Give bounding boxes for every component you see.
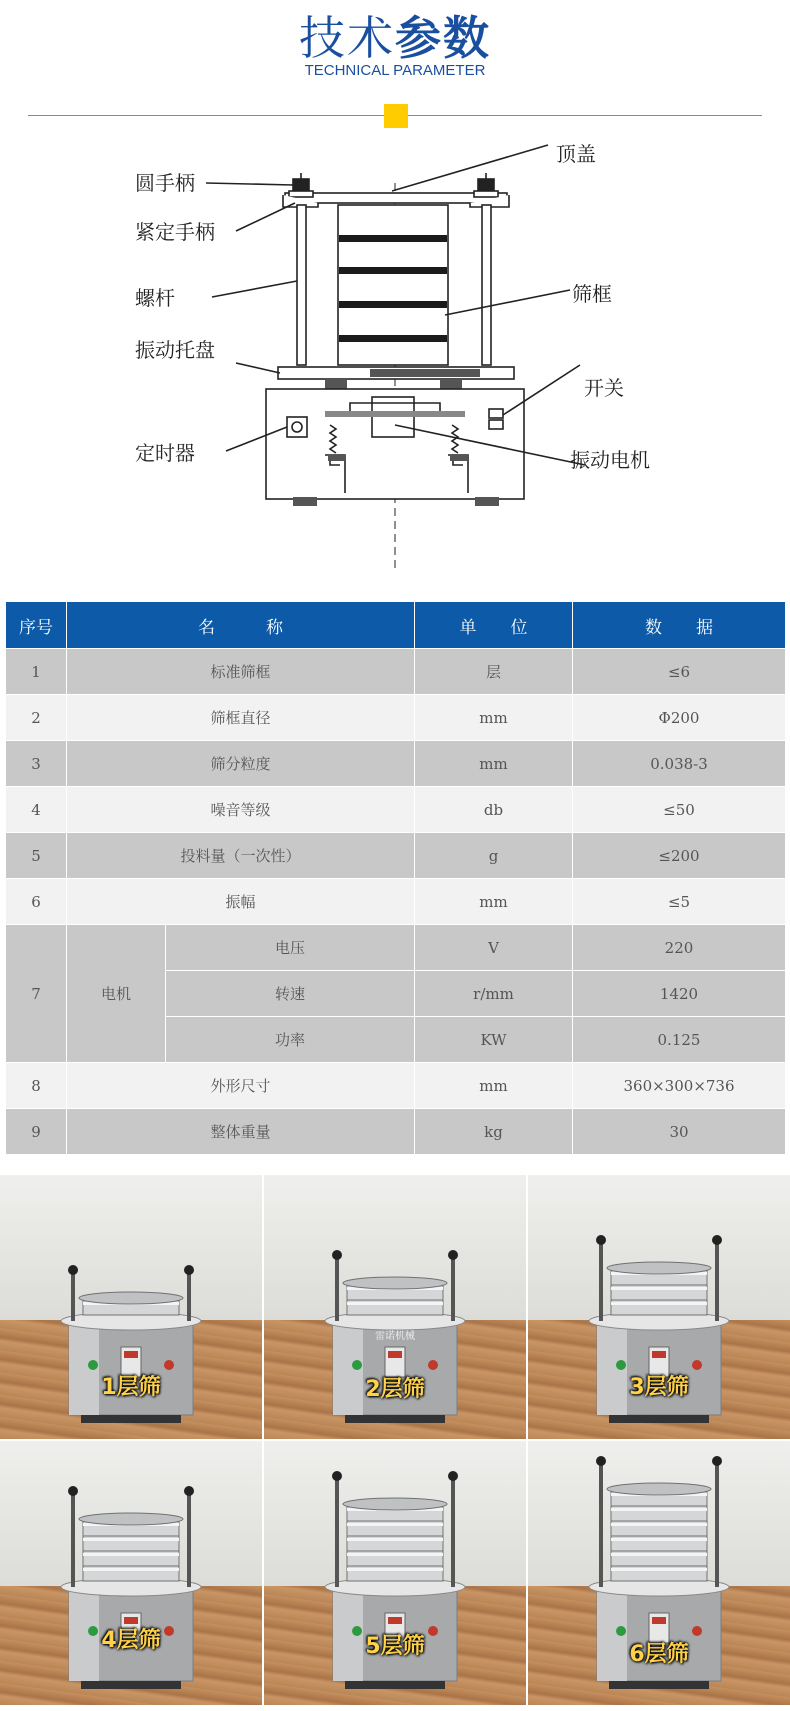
green-indicator	[88, 1360, 98, 1370]
knob-left	[332, 1250, 342, 1260]
photo-label: 3层筛	[629, 1375, 689, 1400]
sieve-bar-1	[339, 235, 447, 242]
table-row	[6, 649, 786, 695]
header-index: 序号	[6, 602, 67, 649]
cell-index: 9	[6, 1109, 67, 1155]
cell-value: ≤6	[573, 649, 786, 695]
green-indicator	[616, 1360, 626, 1370]
table-row	[6, 741, 786, 787]
switch	[489, 409, 503, 418]
cell-value: 30	[573, 1109, 786, 1155]
screw-rod-left	[297, 205, 306, 365]
green-indicator	[616, 1626, 626, 1636]
cell-unit: mm	[415, 879, 573, 925]
cell-index: 6	[6, 879, 67, 925]
photo-2-layer	[264, 1175, 526, 1439]
cell-name: 投料量（一次性）	[67, 833, 415, 879]
cell-unit: mm	[415, 741, 573, 787]
title-light: 技术	[299, 11, 395, 65]
photo-label: 5层筛	[365, 1634, 425, 1659]
knob-right	[448, 1250, 458, 1260]
foot-right	[475, 497, 499, 506]
cell-index: 7	[6, 925, 67, 1063]
header-value: 数 据	[573, 602, 786, 649]
photo-4-layer	[0, 1441, 262, 1705]
top-cover	[607, 1262, 711, 1274]
cell-name: 转速	[166, 971, 415, 1017]
title-bold: 参数	[395, 11, 491, 65]
cell-index: 3	[6, 741, 67, 787]
cell-name: 标准筛框	[67, 649, 415, 695]
rod-right	[451, 1257, 455, 1321]
cell-value: 0.125	[573, 1017, 786, 1063]
rod-right	[187, 1272, 191, 1321]
cell-unit: r/mm	[415, 971, 573, 1017]
knob-right	[712, 1235, 722, 1245]
divider-marker	[384, 104, 408, 128]
label-vibration-tray: 振动托盘	[135, 338, 215, 362]
screw-rod-right	[482, 205, 491, 365]
rod-left	[335, 1478, 339, 1587]
cell-unit: mm	[415, 695, 573, 741]
cell-index: 5	[6, 833, 67, 879]
table-row-motor-voltage	[6, 925, 786, 971]
rod-left	[71, 1493, 75, 1587]
title-english: TECHNICAL PARAMETER	[304, 62, 486, 79]
rod-left	[71, 1272, 75, 1321]
cell-unit: g	[415, 833, 573, 879]
cell-unit: V	[415, 925, 573, 971]
knob-right	[712, 1456, 722, 1466]
sieve-bar-2	[339, 267, 447, 274]
cell-value: 1420	[573, 971, 786, 1017]
sieve-bar-3	[339, 301, 447, 308]
rod-right	[187, 1493, 191, 1587]
cell-unit: db	[415, 787, 573, 833]
label-top-cover: 顶盖	[556, 142, 596, 166]
photo-6-layer	[528, 1441, 790, 1705]
cell-name: 功率	[166, 1017, 415, 1063]
cell-unit: KW	[415, 1017, 573, 1063]
knob-left	[68, 1486, 78, 1496]
table-row	[6, 1109, 786, 1155]
cell-value: 360×300×736	[573, 1063, 786, 1109]
label-timer: 定时器	[135, 441, 195, 465]
cell-name: 外形尺寸	[67, 1063, 415, 1109]
table-header-row	[6, 602, 786, 649]
rod-left	[335, 1257, 339, 1321]
photo-label: 1层筛	[101, 1375, 161, 1400]
photo-3-layer	[528, 1175, 790, 1439]
cell-name: 噪音等级	[67, 787, 415, 833]
round-handle-left	[293, 179, 309, 191]
parameter-table	[5, 601, 786, 1155]
table-row	[6, 695, 786, 741]
cell-index: 4	[6, 787, 67, 833]
label-screw-rod: 螺杆	[135, 286, 175, 310]
top-cover	[79, 1513, 183, 1525]
knob-right	[448, 1471, 458, 1481]
structure-diagram	[0, 135, 790, 575]
cell-value: 0.038-3	[573, 741, 786, 787]
red-indicator	[692, 1360, 702, 1370]
cell-value: 220	[573, 925, 786, 971]
red-indicator	[692, 1626, 702, 1636]
knob-left	[332, 1471, 342, 1481]
timer	[287, 417, 307, 437]
knob-right	[184, 1486, 194, 1496]
label-switch: 开关	[584, 376, 624, 400]
table-row	[6, 1063, 786, 1109]
watermark-text: 雷诺机械	[375, 1331, 415, 1342]
cell-motor-group: 电机	[67, 925, 166, 1063]
rod-left	[599, 1463, 603, 1587]
green-indicator	[352, 1360, 362, 1370]
cell-value: Φ200	[573, 695, 786, 741]
cell-name: 振幅	[67, 879, 415, 925]
photo-label: 4层筛	[101, 1628, 161, 1653]
label-sieve-frame: 筛框	[572, 282, 612, 306]
top-cover	[607, 1483, 711, 1495]
cell-name: 整体重量	[67, 1109, 415, 1155]
label-lock-handle: 紧定手柄	[135, 220, 215, 244]
sieve-machine-illustration	[264, 1441, 526, 1705]
cell-index: 8	[6, 1063, 67, 1109]
cell-name: 筛分粒度	[67, 741, 415, 787]
knob-left	[596, 1235, 606, 1245]
round-handle-right	[478, 179, 494, 191]
red-indicator	[164, 1360, 174, 1370]
table-row	[6, 787, 786, 833]
top-cover	[343, 1498, 447, 1510]
header-unit: 单 位	[415, 602, 573, 649]
rod-right	[715, 1463, 719, 1587]
section-title	[0, 12, 790, 79]
rod-right	[451, 1478, 455, 1587]
knob-right	[184, 1265, 194, 1275]
photo-5-layer	[264, 1441, 526, 1705]
cell-unit: kg	[415, 1109, 573, 1155]
sieve-machine-illustration	[0, 1441, 262, 1705]
sieve-bar-4	[339, 335, 447, 342]
photo-label: 6层筛	[629, 1642, 689, 1667]
cell-unit: mm	[415, 1063, 573, 1109]
table-row	[6, 833, 786, 879]
cell-index: 2	[6, 695, 67, 741]
rod-left	[599, 1242, 603, 1321]
photo-label: 2层筛	[365, 1377, 425, 1402]
cell-value: ≤50	[573, 787, 786, 833]
photo-1-layer	[0, 1175, 262, 1439]
title-chinese	[0, 12, 790, 64]
table-row	[6, 879, 786, 925]
red-indicator	[428, 1360, 438, 1370]
header-name: 名 称	[67, 602, 415, 649]
label-round-handle: 圆手柄	[135, 171, 195, 195]
cell-name: 电压	[166, 925, 415, 971]
top-cover	[79, 1292, 183, 1304]
cell-name: 筛框直径	[67, 695, 415, 741]
rod-right	[715, 1242, 719, 1321]
foot-left	[293, 497, 317, 506]
knob-left	[68, 1265, 78, 1275]
cell-value: ≤200	[573, 833, 786, 879]
cell-value: ≤5	[573, 879, 786, 925]
product-photo-grid	[0, 1175, 790, 1707]
knob-left	[596, 1456, 606, 1466]
cell-index: 1	[6, 649, 67, 695]
top-cover	[343, 1277, 447, 1289]
label-vibration-motor: 振动电机	[570, 448, 650, 472]
cell-unit: 层	[415, 649, 573, 695]
